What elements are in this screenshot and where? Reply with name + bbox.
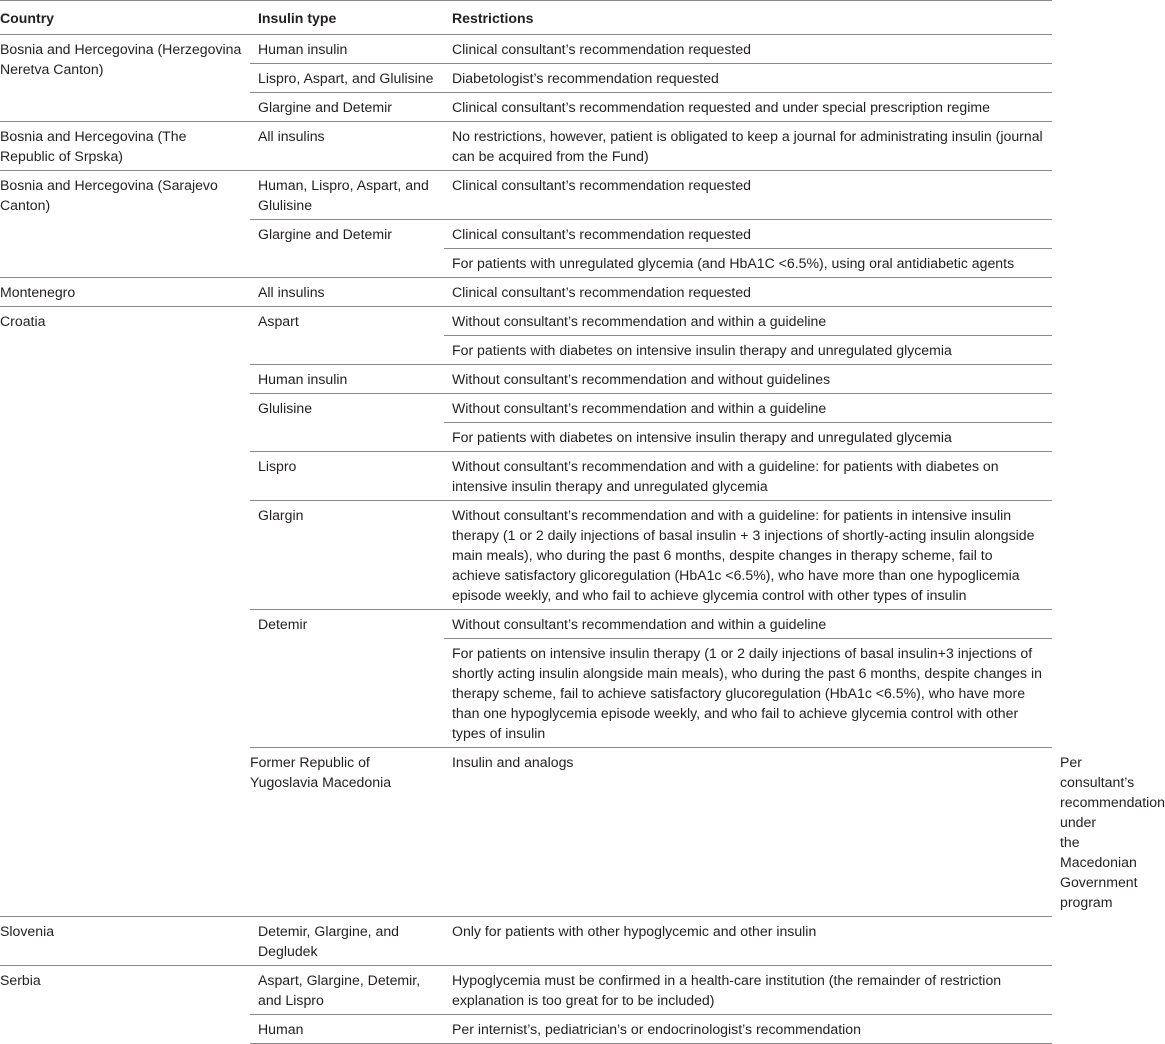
insulin-type-cell: Aspart, Glargine, Detemir, and Lispro: [250, 965, 444, 1014]
country-cell: Serbia: [0, 965, 250, 1043]
header-row: [0, 1, 1052, 35]
restriction-cell: Without consultant’s recommendation and with a guideline: for patients in intensive insulin therapy (1 or 2 daily injections of basal insulin + 3 injections of shortly-acting insulin alongside main meals), who during the past 6 months, despite changes in therapy scheme, fail to achieve satisfactory glicoregulation (HbA1c <6.5%), who have more than one hypoglicemia episode weekly, and who fail to achieve glycemia control with other types of insulin: [444, 501, 1052, 610]
insulin-type-cell: All insulins: [250, 278, 444, 307]
insulin-type-cell: Insulin and analogs: [444, 748, 1052, 917]
table-row: [0, 171, 1052, 220]
insulin-type-cell: Lispro, Aspart, and Glulisine: [250, 64, 444, 93]
table-row: [0, 307, 1052, 336]
column-header-insulin-type: Insulin type: [250, 1, 444, 35]
country-cell: Croatia: [0, 307, 250, 917]
table-row: [0, 278, 1052, 307]
restriction-cell: Clinical consultant’s recommendation requested: [444, 171, 1052, 220]
restriction-cell: Without consultant’s recommendation and with a guideline: for patients with diabetes on intensive insulin therapy and unregulated glycemia: [444, 452, 1052, 501]
insulin-type-cell: Human: [250, 1014, 444, 1043]
insulin-type-cell: Detemir, Glargine, and Degludek: [250, 916, 444, 965]
column-header-country: Country: [0, 1, 250, 35]
country-cell: Bosnia and Hercegovina (Herzegovina Neretva Canton): [0, 41, 242, 77]
country-cell: Montenegro: [0, 278, 250, 307]
restriction-cell: Hypoglycemia must be confirmed in a health-care institution (the remainder of restriction explanation is too great for to be included): [444, 965, 1052, 1014]
table-body: [0, 35, 1165, 1044]
restriction-cell: For patients with diabetes on intensive insulin therapy and unregulated glycemia: [444, 423, 1052, 452]
restriction-cell: Clinical consultant’s recommendation requested: [444, 278, 1052, 307]
restriction-cell: Clinical consultant’s recommendation requested: [444, 220, 1052, 249]
restriction-cell: Per internist’s, pediatrician’s or endocrinologist’s recommendation: [444, 1014, 1052, 1043]
insulin-type-cell: Human, Lispro, Aspart, and Glulisine: [250, 171, 444, 220]
restriction-cell: Clinical consultant’s recommendation requested and under special prescription regime: [444, 93, 1052, 122]
restriction-cell: For patients with unregulated glycemia (and HbA1C <6.5%), using oral antidiabetic agents: [444, 249, 1052, 278]
country-cell: Former Republic of Yugoslavia Macedonia: [250, 748, 444, 917]
table-row: [0, 916, 1052, 965]
restriction-cell: Without consultant’s recommendation and within a guideline: [444, 307, 1052, 336]
table-row: [0, 122, 1052, 171]
table-row: [0, 35, 1052, 64]
country-cell: Bosnia and Hercegovina (The Republic of Srpska): [0, 122, 250, 171]
insulin-type-cell: Lispro: [250, 452, 444, 501]
restriction-cell: Clinical consultant’s recommendation requested: [452, 41, 752, 57]
table-row: [0, 965, 1052, 1014]
column-header-restrictions: Restrictions: [444, 1, 1052, 35]
restriction-cell: Without consultant’s recommendation and without guidelines: [444, 365, 1052, 394]
restriction-cell: Only for patients with other hypoglycemic and other insulin: [444, 916, 1052, 965]
restriction-cell: Without consultant’s recommendation and within a guideline: [444, 394, 1052, 423]
restriction-cell: Without consultant’s recommendation and within a guideline: [444, 610, 1052, 639]
insulin-type-cell: Glargine and Detemir: [250, 220, 444, 278]
table-row: Former Republic of Yugoslavia Macedonia Insulin and analogs Per consultant’s recommendation under the Macedonian Government program: [0, 748, 1052, 917]
restriction-cell: For patients on intensive insulin therapy (1 or 2 daily injections of basal insulin+3 injections of shortly acting insulin alongside main meals), who during the past 6 months, despite changes in therapy scheme, fail to achieve satisfactory glucoregulation (HbA1c <6.5%), who have more than one hypoglycemia episode weekly, and who fail to achieve glycemia control with other types of insulin: [444, 639, 1052, 748]
insulin-type-cell: Aspart: [250, 307, 444, 365]
insulin-type-cell: All insulins: [250, 122, 444, 171]
insulin-type-cell: Glargin: [250, 501, 444, 610]
insulin-type-cell: Detemir: [250, 610, 444, 748]
table-header: [0, 1, 1052, 35]
insulin-type-cell: Human insulin: [250, 365, 444, 394]
restriction-cell: No restrictions, however, patient is obligated to keep a journal for administrating insulin (journal can be acquired from the Fund): [444, 122, 1052, 171]
country-cell: Bosnia and Hercegovina (Sarajevo Canton): [0, 171, 250, 278]
insulin-type-cell: Human insulin: [258, 41, 348, 57]
restriction-cell: Diabetologist’s recommendation requested: [444, 64, 1052, 93]
insulin-type-cell: Glulisine: [250, 394, 444, 452]
insulin-type-cell: Glargine and Detemir: [250, 93, 444, 122]
country-cell: Slovenia: [0, 916, 250, 965]
restriction-cell: For patients with diabetes on intensive insulin therapy and unregulated glycemia: [444, 336, 1052, 365]
